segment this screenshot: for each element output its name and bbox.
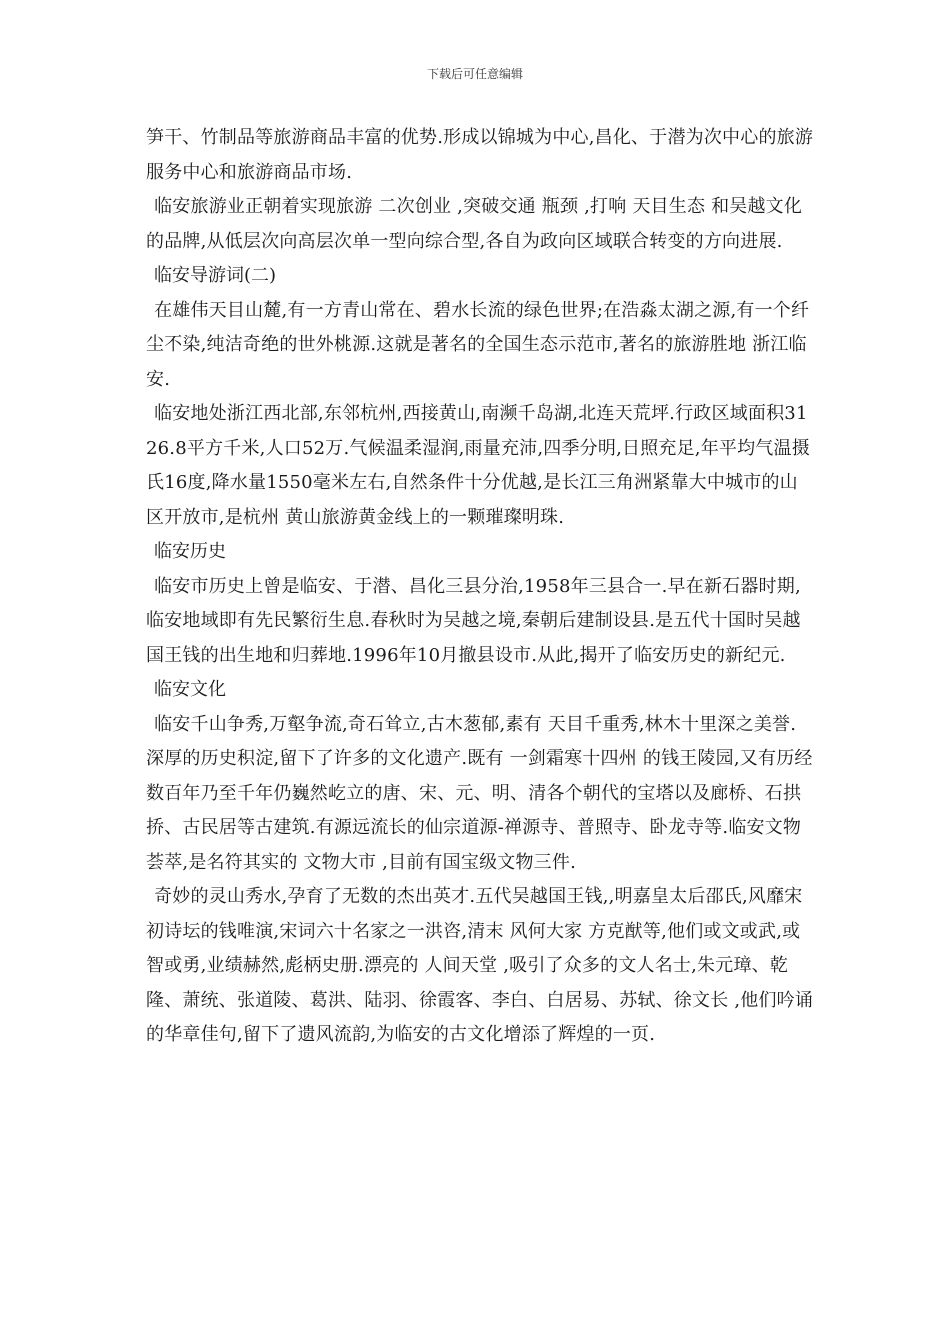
section-heading-culture: 临安文化 [154,679,226,700]
paragraph-history: 临安市历史上曾是临安、于潜、昌化三县分治,1958年三县合一.早在新石器时期,临安地域即有先民繁衍生息.春秋时为吴越之境,秦朝后建制设县.是五代十国时吴越国王钱的出生地和归葬地.1996年10月撤县设市.从此,揭开了临安历史的新纪元. [146,575,801,666]
section-heading-guide-two: 临安导游词(二) [154,265,277,286]
paragraph-introduction: 在雄伟天目山麓,有一方青山常在、碧水长流的绿色世界;在浩淼太湖之源,有一个纤尘不染,纯洁奇绝的世外桃源.这就是著名的全国生态示范市,著名的旅游胜地 浙江临安. [146,299,810,390]
section-heading-history: 临安历史 [154,541,226,562]
paragraph-tourism-products: 笋干、竹制品等旅游商品丰富的优势.形成以锦城为中心,昌化、于潜为次中心的旅游服务中心和旅游商品市场. [146,127,814,183]
document-body [146,121,814,1053]
paragraph-culture-people: 奇妙的灵山秀水,孕育了无数的杰出英才.五代吴越国王钱,,明嘉皇太后邵氏,风靡宋初诗坛的钱唯演,宋词六十名家之一洪咨,清末 风何大家 方克猷等,他们或文或武,或智或勇,业绩赫然,彪柄史册.漂亮的 人间天堂 ,吸引了众多的文人名士,朱元璋、乾隆、萧统、张道陵、葛洪、陆羽、徐霞客、李白、白居易、苏轼、徐文长 ,他们吟诵的华章佳句,留下了遗风流韵,为临安的古文化增添了辉煌的一页. [146,886,814,1045]
page-header-note: 下载后可任意编辑 [426,67,523,81]
paragraph-tourism-development: 临安旅游业正朝着实现旅游 二次创业 ,突破交通 瓶颈 ,打响 天目生态 和吴越文化 的品牌,从低层次向高层次单一型向综合型,各自为政向区域联合转变的方向进展. [146,196,803,252]
paragraph-geography: 临安地处浙江西北部,东邻杭州,西接黄山,南濒千岛湖,北连天荒坪.行政区域面积3126.8平方千米,人口52万.气候温柔湿润,雨量充沛,四季分明,日照充足,年平均气温摄氏16度,降水量1550毫米左右,自然条件十分优越,是长江三角洲紧靠大中城市的山区开放市,是杭州 黄山旅游黄金线上的一颗璀璨明珠. [146,403,810,528]
paragraph-culture-heritage: 临安千山争秀,万壑争流,奇石耸立,古木葱郁,素有 天目千重秀,林木十里深之美誉.深厚的历史积淀,留下了许多的文化遗产.既有 一剑霜寒十四州 的钱王陵园,又有历经数百年乃至千年仍巍然屹立的唐、宋、元、明、清各个朝代的宝塔以及廊桥、石拱挢、古民居等古建筑.有源远流长的仙宗道源-禅源寺、普照寺、卧龙寺等.临安文物荟萃,是名符其实的 文物大市 ,目前有国宝级文物三件. [146,713,813,873]
